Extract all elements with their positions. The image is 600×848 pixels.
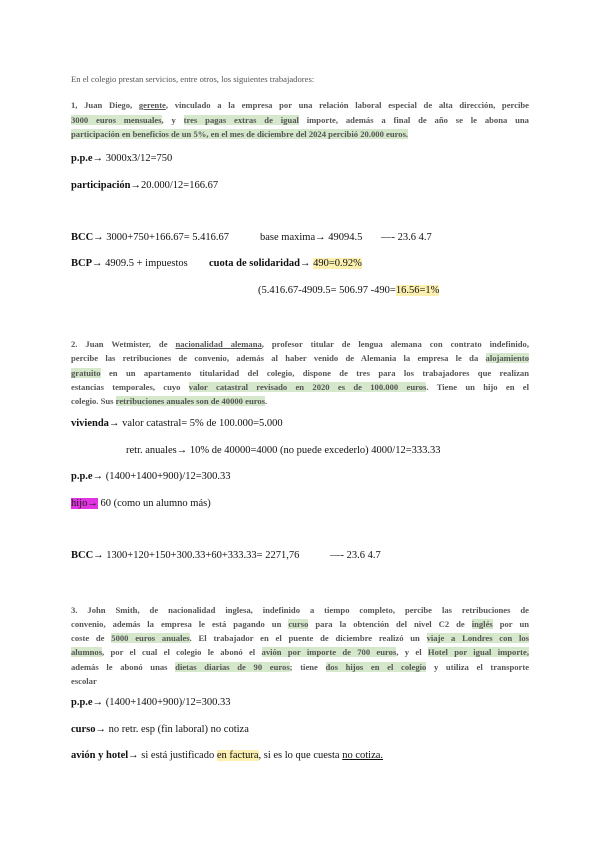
case2-hijo: hijo→ 60 (como un alumno más) <box>71 498 211 509</box>
case1-line1: 1, Juan Diego, gerente, vinculado a la empresa por una relación laboral especial de alta dirección, percibe <box>71 100 529 110</box>
case1-participacion: participación→20.000/12=166.67 <box>71 180 219 191</box>
case2-line3: gratuito en un apartamento titularidad del colegio, dispone de tres para los trabajadores que realizan <box>71 368 529 378</box>
intro-text: En el colegio prestan servicios, entre otros, los siguientes trabajadores: <box>71 74 315 84</box>
case1-bcp: BCP→ 4909.5 + impuestos <box>71 258 188 269</box>
case3-line1: 3. John Smith, de nacionalidad inglesa, indefinido a tiempo completo, percibe las retribuciones de <box>71 605 529 615</box>
case3-curso: curso→ no retr. esp (fin laboral) no cotiza <box>71 724 249 735</box>
case1-cuota: cuota de solidaridad→ 490=0.92% <box>209 258 362 269</box>
case1-line3: participación en beneficios de un 5%, en el mes de diciembre del 2024 percibió 20.000 euros. <box>71 129 409 139</box>
case3-line4: alumnos, por el cual el colegio le abonó el avión por importe de 700 euros, y el Hotel por igual importe, <box>71 647 529 657</box>
case1-bcc-rate: —- 23.6 4.7 <box>381 232 432 243</box>
case3-line5: además le abonó unas dietas diarias de 90 euros; tiene dos hijos en el colegio y utiliza el transporte <box>71 662 530 672</box>
case2-ppe: p.p.e→ (1400+1400+900)/12=300.33 <box>71 471 231 482</box>
case1-diff: (5.416.67-4909.5= 506.97 -490=16.56=1% <box>258 285 440 296</box>
case1-ppe: p.p.e→ 3000x3/12=750 <box>71 153 173 164</box>
case2-line1: 2. Juan Wetmister, de nacionalidad alemana, profesor titular de lengua alemana con contrato indefinido, <box>71 339 529 349</box>
case2-bcc-rate: —- 23.6 4.7 <box>330 550 381 561</box>
case2-vivienda: vivienda→ valor catastral= 5% de 100.000=5.000 <box>71 418 283 429</box>
case3-line6: escolar <box>71 676 97 686</box>
case1-bcc: BCC→ 3000+750+166.67= 5.416.67 <box>71 232 230 243</box>
case2-line5: colegio. Sus retribuciones anuales son de 40000 euros. <box>71 396 268 406</box>
case1-bcc-base: base maxima→ 49094.5 <box>260 232 363 243</box>
case3-line3: coste de 5000 euros anuales. El trabajador en el puente de diciembre realizó un viaje a Londres con los <box>71 633 530 643</box>
case2-line2: percibe las retribuciones de convenio, además al haber venido de Alemania la empresa le da alojamiento <box>71 353 529 363</box>
case3-line2: convenio, además la empresa le está pagando un curso para la obtención del nivel C2 de inglés por un <box>71 619 529 629</box>
case3-ppe: p.p.e→ (1400+1400+900)/12=300.33 <box>71 697 231 708</box>
case1-line2: 3000 euros mensuales, y tres pagas extras de igual importe, además a final de año se le abona una <box>71 115 529 125</box>
case2-retribuciones: retr. anuales→ 10% de 40000=4000 (no puede excederlo) 4000/12=333.33 <box>126 445 441 456</box>
case3-avion-hotel: avión y hotel→ si está justificado en factura, si es lo que cuesta no cotiza. <box>71 750 384 761</box>
case2-line4: estancias temporales, cuyo valor catastral revisado en 2020 es de 100.000 euros. Tiene un hijo en el <box>71 382 529 392</box>
case2-bcc: BCC→ 1300+120+150+300.33+60+333.33= 2271,76 <box>71 550 300 561</box>
